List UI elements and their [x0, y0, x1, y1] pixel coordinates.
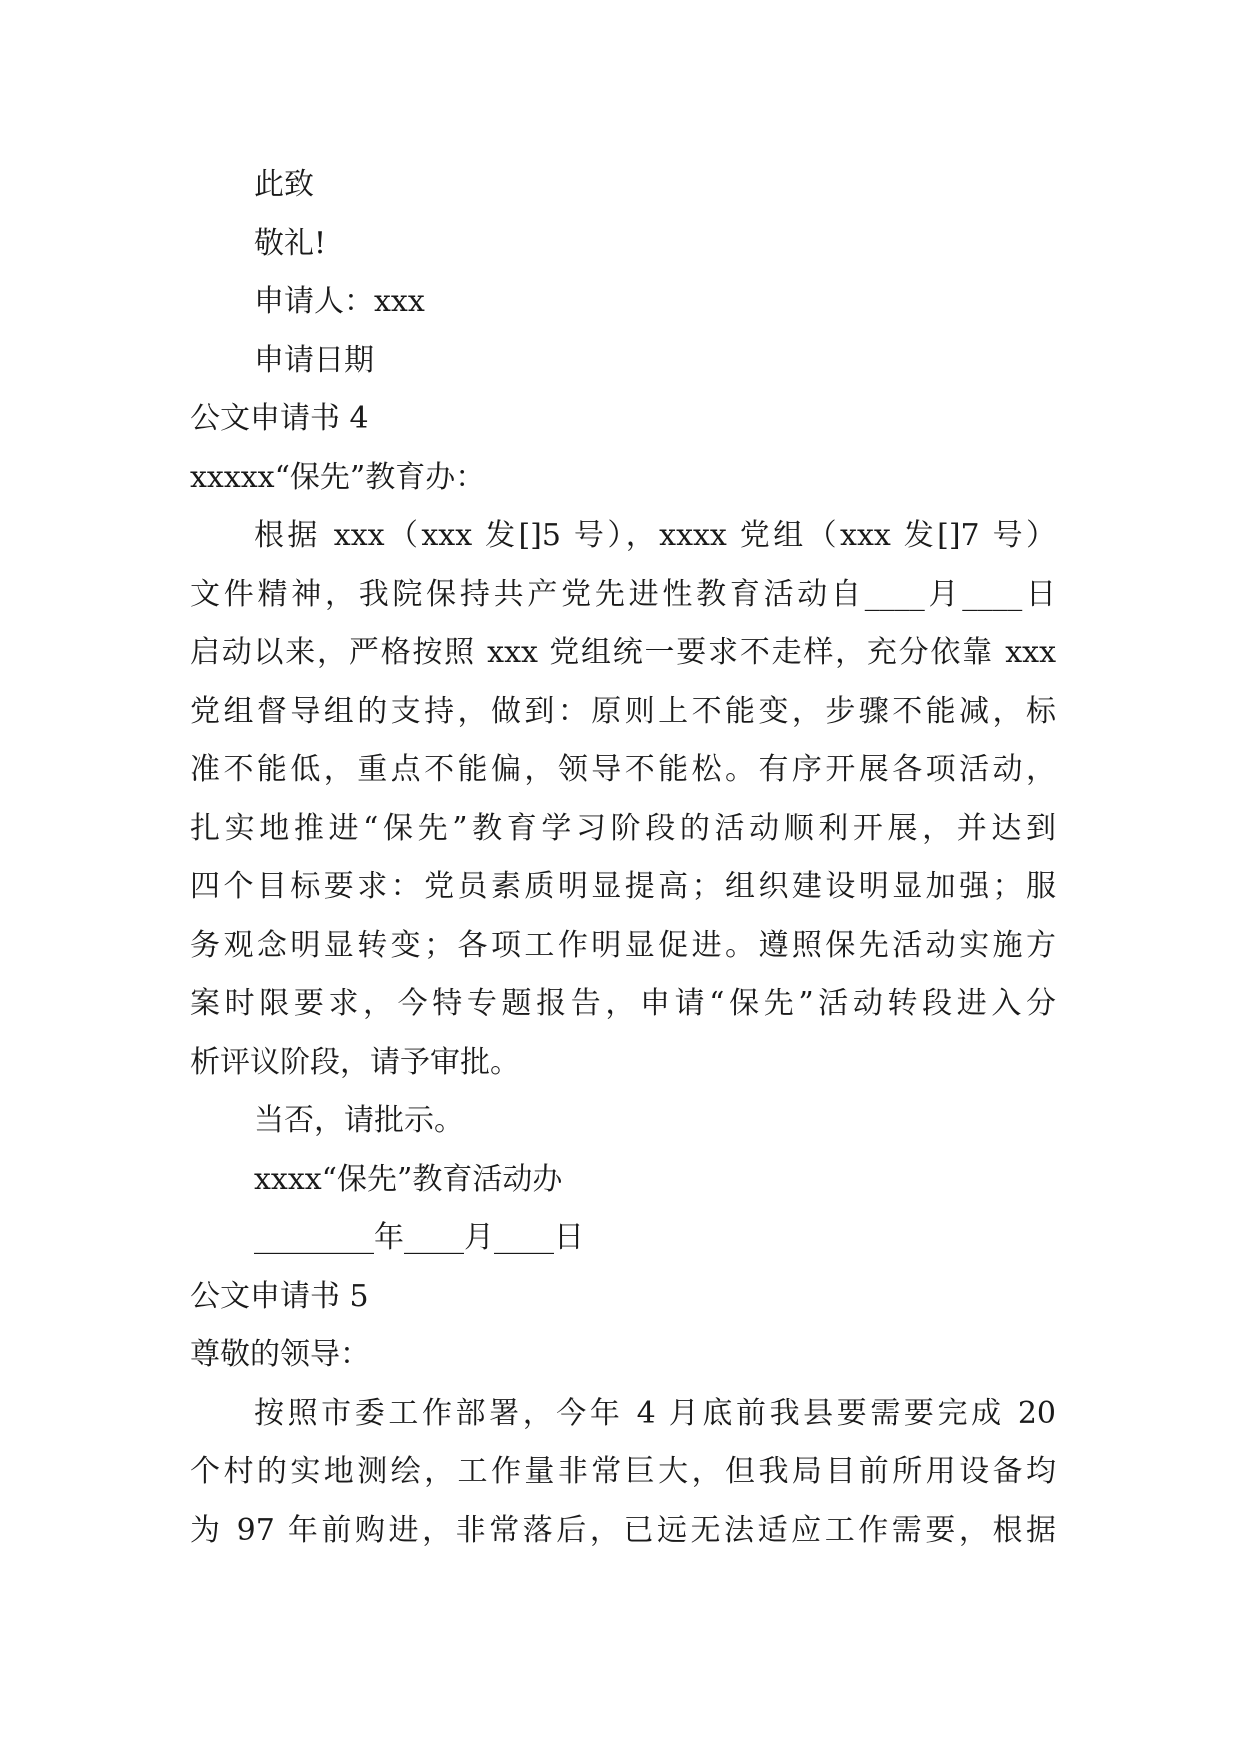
section-title-4: 公文申请书 4: [190, 401, 369, 436]
approval-request: 当否，请批示。: [254, 1103, 464, 1138]
application-date: 申请日期: [254, 342, 374, 378]
paragraph-line: 准不能低，重点不能偏，领导不能松。有序开展各项活动，: [190, 752, 1056, 787]
closing-salutation: 此致: [254, 167, 314, 202]
section-title-5: 公文申请书 5: [190, 1278, 369, 1314]
applicant-signature: 申请人：xxx: [254, 284, 425, 319]
addressee-5: 尊敬的领导：: [190, 1337, 370, 1372]
paragraph-line: 根据 xxx（xxx 发[]5 号），xxxx 党组（xxx 发[]7 号）: [254, 518, 1056, 553]
paragraph-line: 析评议阶段，请予审批。: [190, 1044, 520, 1080]
document-content: [190, 156, 1056, 1560]
paragraph-line: 扎实地推进“保先”教育学习阶段的活动顺利开展，并达到: [190, 810, 1056, 846]
addressee-4: xxxxx“保先”教育办：: [190, 459, 486, 495]
paragraph-line: 文件精神，我院保持共产党先进性教育活动自____月____日: [190, 576, 1056, 612]
signature-office: xxxx“保先”教育活动办: [254, 1161, 563, 1197]
paragraph-line: 案时限要求，今特专题报告，申请“保先”活动转段进入分: [190, 986, 1056, 1021]
paragraph-line: 务观念明显转变；各项工作明显促进。遵照保先活动实施方: [190, 927, 1056, 963]
closing-regards: 敬礼!: [254, 225, 327, 261]
paragraph-line: 按照市委工作部署，今年 4 月底前我县要需要完成 20: [254, 1395, 1056, 1431]
signature-date: ________年____月____日: [254, 1220, 584, 1255]
paragraph-line: 党组督导组的支持，做到：原则上不能变，步骤不能减，标: [190, 693, 1056, 729]
paragraph-line: 四个目标要求：党员素质明显提高；组织建设明显加强；服: [190, 869, 1056, 904]
paragraph-line: 启动以来，严格按照 xxx 党组统一要求不走样，充分依靠 xxx: [190, 635, 1056, 670]
paragraph-line: 个村的实地测绘，工作量非常巨大，但我局目前所用设备均: [190, 1454, 1056, 1489]
paragraph-line: 为 97 年前购进，非常落后，已远无法适应工作需要，根据: [190, 1512, 1056, 1548]
